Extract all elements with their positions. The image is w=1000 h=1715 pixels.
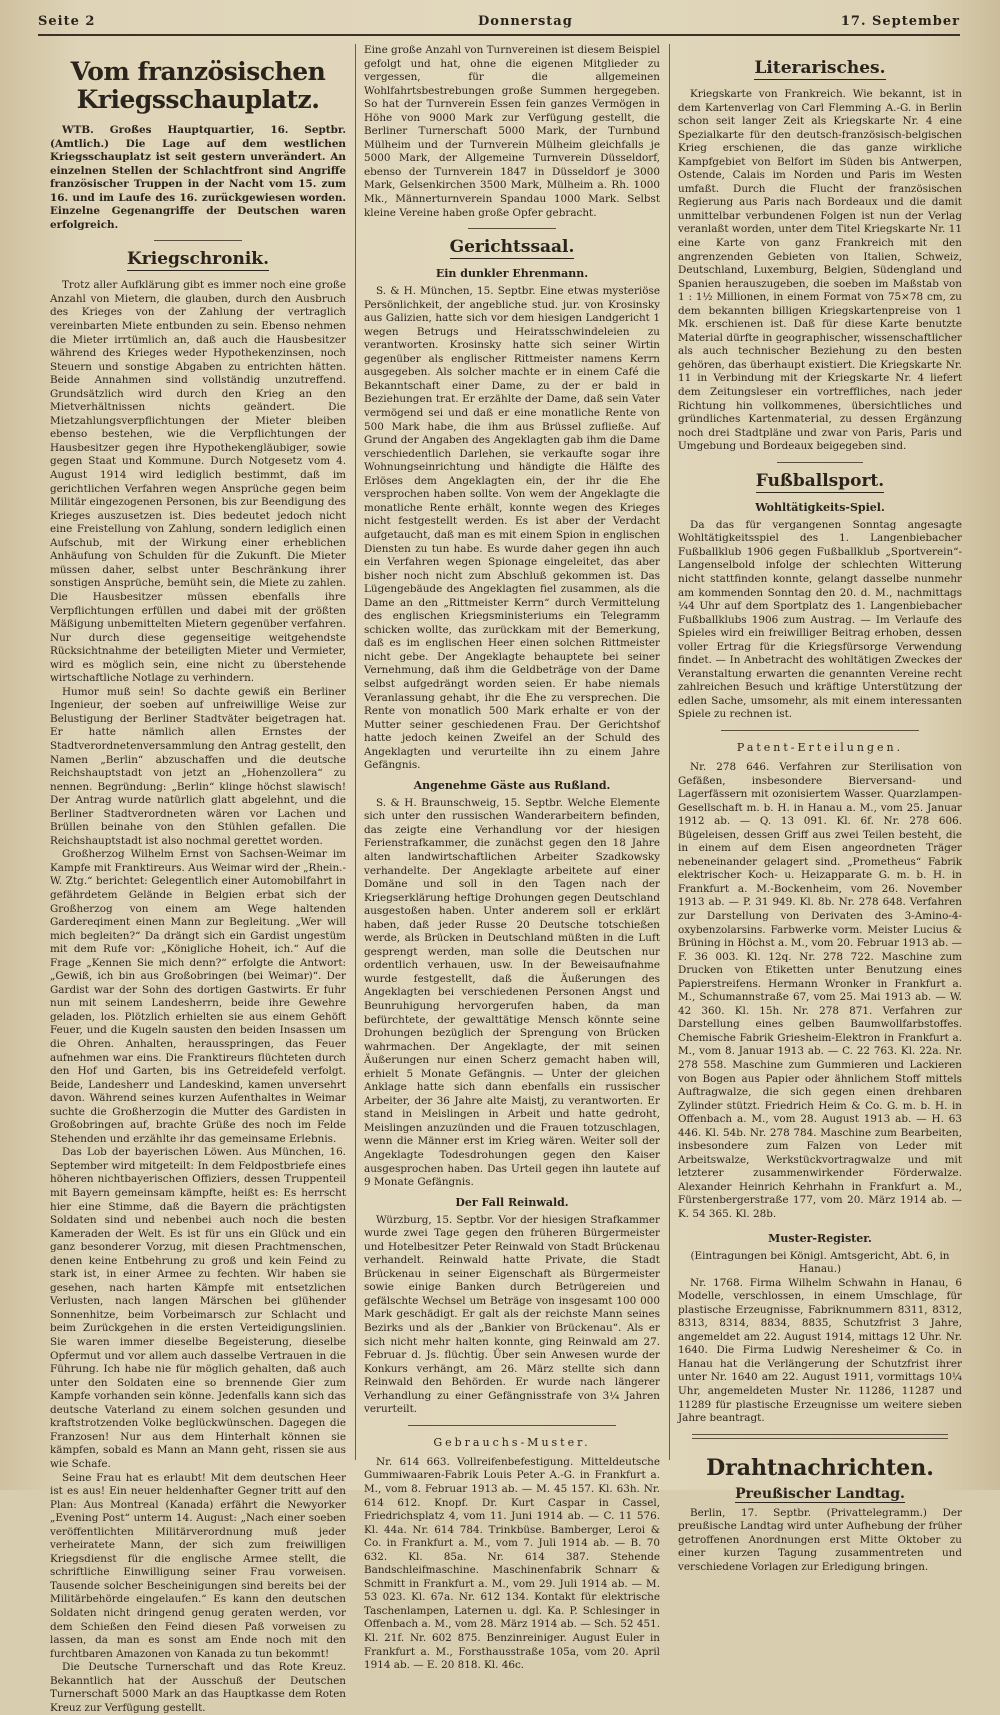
notice-patente: Nr. 278 646. Verfahren zur Sterilisation von Gefäßen, insbesondere Bierversand- und Lagerfässern mit ozonisiertem Wasser. Quarzlampen-Gesellschaft m. b. H. in Hanau a. M., vom 25. Januar 1912 ab. — Q. 13 091. Kl. 6f. Nr. 278 606. Bügeleisen, dessen Griff aus zwei Teilen besteht, die in einem auf dem Eisen angeordneten Träger nebeneinander gelagert sind. „Prometheus“ Fabrik elektrischer Koch- u. Heizapparate G. m. b. H. in Frankfurt a. M.-Bockenheim, vom 26. November 1913 ab. — P. 31 949. Kl. 8b. Nr. 278 648. Verfahren zur Darstellung von Derivaten des 3-Amino-4-oxybenzolarsins. Farbwerke vorm. Meister Lucius & Brüning in Höchst a. M., vom 20. Februar 1913 ab. — F. 36 003. Kl. 12q. Nr. 278 722. Maschine zum Drucken von Etiketten unter Benutzung eines Papierstreifens. Hermann Wronker in Frankfurt a. M., Schumannstraße 67, vom 25. Mai 1913 ab. — W. 42 360. Kl. 15h. Nr. 278 871. Verfahren zur Darstellung eines gelben Baumwollfarbstoffes. Chemische Fabrik Griesheim-Elektron in Frankfurt a. M., vom 8. Januar 1913 ab. — C. 22 763. Kl. 22a. Nr. 278 558. Maschine zum Gummieren und Lackieren von Bogen aus Papier oder ähnlichem Stoff mittels Auftragwalze, die sich gegen einen drehbaren Zylinder stützt. Friedrich Heim & Co. G. m. b. H. in Offenbach a. M., vom 28. August 1913 ab. — H. 63 446. Kl. 54b. Nr. 278 784. Maschine zum Bearbeiten, insbesondere zum Falzen von Leder mit Arbeitswalze, Werkstückvortragwalze und mit letzterer zusammenwirkender Förderwalze. Alexander Heinrich Kehrhahn in Frankfurt a. M., Fürstenbergerstraße 177, vom 20. März 1914 ab. — K. 54 365. Kl. 28b. — [678, 760, 962, 1221]
masthead — [38, 8, 960, 36]
notice-muster: Nr. 1768. Firma Wilhelm Schwahn in Hanau, 6 Modelle, verschlossen, in einem Umschlage, für plastische Erzeugnisse, Fabriknummern 8311, 8312, 8313, 8314, 8834, 8835, Schutzfrist 3 Jahre, angemeldet am 22. August 1914, mittags 12 Uhr. Nr. 1640. Die Firma Ludwig Neresheimer & Co. in Hanau hat die Verlängerung der Schutzfrist ihrer unter Nr. 1640 am 22. August 1911, vormittags 10¼ Uhr, angemeldeten Muster Nr. 11286, 11287 und 11289 für plastische Erzeugnisse um weitere sieben Jahre beantragt. — [678, 1276, 962, 1425]
section-title-fussball: Fußballsport. — [755, 470, 885, 491]
article-landtag: Berlin, 17. Septbr. (Privattelegramm.) Der preußische Landtag wird unter Aufhebung der früher getroffenen Anordnungen erst Mitte Oktober zu einer kurzen Tagung zusammentreten und verschiedene Vorlagen zur Erledigung bringen. — [678, 1506, 962, 1573]
column-right — [678, 44, 962, 1573]
subheading-landtag: Preußischer Landtag. — [735, 1485, 905, 1502]
notice-gebrauchsmuster: Nr. 614 663. Vollreifenbefestigung. Mitteldeutsche Gummiwaaren-Fabrik Louis Peter A.-G. in Frankfurt a. M., vom 8. Februar 1913 ab. — M. 45 157. Kl. 63h. Nr. 614 612. Knopf. Dr. Kurt Caspar in Cassel, Friedrichsplatz 4, vom 11. Juni 1914 ab. — C. 11 576. Kl. 44a. Nr. 614 784. Trinkbüse. Bamberger, Leroi & Co. in Frankfurt a. M., vom 7. Juli 1914 ab. — B. 70 632. Kl. 85a. Nr. 614 387. Stehende Bandschleifmaschine. Maschinenfabrik Schnarr & Schmitt in Frankfurt a. M., vom 29. Juli 1914 ab. — M. 53 023. Kl. 67a. Nr. 612 134. Kontakt für elektrische Taschenlampen, Laternen u. dgl. Ka. P. Schlesinger in Offenbach a. M., vom 28. März 1914 ab. — Sch. 52 451. Kl. 21f. Nr. 602 875. Benzinreiniger. August Euler in Frankfurt a. M., Forsthausstraße 105a, vom 20. April 1914 ab. — E. 20 818. Kl. 46c. — [364, 1455, 660, 1672]
divider — [154, 240, 243, 241]
section-title-gerichtssaal: Gerichtssaal. — [449, 237, 575, 258]
divider — [468, 228, 557, 229]
subheading: Wohltätigkeits-Spiel. — [755, 500, 885, 514]
divider — [721, 730, 920, 731]
main-headline: Vom französischen Kriegsschauplatz. — [70, 57, 326, 114]
notice-title-gebrauchsmuster: Gebrauchs-Muster. — [433, 1435, 591, 1449]
section-title-literarisches: Literarisches. — [754, 58, 886, 78]
article-turnerschaft: Die Deutsche Turnerschaft und das Rote Kreuz. Bekanntlich hat der Ausschuß der Deutschen Turnerschaft 5000 Mark an das Hauptkasse dem Roten Kreuz zur Verfügung gestellt. — [50, 1661, 346, 1714]
page-number: Seite 2 — [38, 14, 96, 29]
article-turnerschaft-cont: Eine große Anzahl von Turnvereinen ist diesem Beispiel gefolgt und hat, ohne die eigenen Mitglieder zu vergessen, für die allgemeinen Wohlfahrtsbestrebungen große Summen hergegeben. So hat der Turnverein Essen fein ganzes Vermögen in Höhe von 9000 Mark zur Verfügung gestellt, die Berliner Turnerschaft 5000 Mark, der Turnbund Mülheim und der Turnverein Mülheim gleichfalls je 5000 Mark, der Allgemeine Turnverein Düsseldorf, ebenso der Turnverein 1847 in Düsseldorf je 3000 Mark, Gelsenkirchen 3500 Mark, Mülheim a. Rh. 1000 Mk., Männerturnverein Spandau 1000 Mark. Selbst kleine Vereine haben große Opfer gebracht. — [364, 44, 660, 219]
article-russland: S. & H. Braunschweig, 15. Septbr. Welche Elemente sich unter den russischen Wanderarbeitern befinden, das zeigte eine Verhandlung vor der hiesigen Ferienstrafkammer, die zunächst gegen den 18 Jahre alten landwirtschaftlichen Arbeiter Szadkowsky verhandelte. Der Angeklagte arbeitete auf einer Domäne und soll in den Tagen nach der Kriegserklärung heftige Drohungen gegen Deutschland ausgestoßen haben. Unter anderem soll er erklärt haben, daß jeder Russe 20 Deutsche totschießen werde, als Brücken in Deutschland müßten in die Luft gesprengt werden, man solle die Deutschen nur ordentlich verhauen, usw. In der Beweisaufnahme wurde festgestellt, daß die Äußerungen des Angeklagten bei verschiedenen Personen Angst und Beunruhigung hervorgerufen haben, da man befürchtete, der gewalttätige Mensch könnte seine Drohungen bezüglich der Sprengung von Brücken wahrmachen. Der Angeklagte, der mit seinen Äußerungen nur einen Scherz gemacht haben will, erhielt 5 Monate Gefängnis. — Unter der gleichen Anklage hatte sich dann ebenfalls ein russischer Arbeiter, der 36 Jahre alte Maistj, zu verantworten. Er stand in Meislingen in Arbeit und hatte gedroht, Meislingen anzuzünden und die Frauen totzuschlagen, wenn die Männer erst im Krieg wären. Weiter soll der Angeklagte Todesdrohungen gegen den Kaiser ausgesprochen haben. Das Urteil gegen ihn lautete auf 9 Monate Gefängnis. — [364, 796, 660, 1189]
article-wohltaetigkeit: Da das für vergangenen Sonntag angesagte Wohltätigkeitsspiel des 1. Langenbiebacher Fußballklub 1906 gegen Fußballklub „Sportverein“-Langenselbold infolge der schlechten Witterung nicht stattfinden konnte, gelangt dasselbe nunmehr am kommenden Sonntag den 20. d. M., nachmittags ¼4 Uhr auf dem Sportplatz des 1. Langenbiebacher Fußballklubs 1906 zum Austrag. — Im Verlaufe des Spieles wird ein freiwilliger Beitrag erhoben, dessen voller Ertrag für die Kriegsfürsorge Verwendung findet. — In Anbetracht des wohltätigen Zweckes der Veranstaltung erwarten die genannten Vereine recht zahlreichen Besuch und kräftige Unterstützung der edlen Sache, umsomehr, als mit einem interessanten Spiele zu rechnen ist. — [678, 518, 962, 721]
article-kriegskarte: Kriegskarte von Frankreich. Wie bekannt, ist in dem Kartenverlag von Carl Flemming A.-G. in Berlin schon seit langer Zeit als Kriegskarte Nr. 4 eine Spezialkarte für den deutsch-französisch-belgischen Krieg erschienen, die das ganze wirkliche Kampfgebiet von Belfort im Süden bis Antwerpen, Ostende, Calais im Norden und Paris im Westen umfaßt. Durch die Flucht der französischen Regierung aus Paris nach Bordeaux und die damit unmittelbar verbundenen Folgen ist nun der Verlag veranlaßt worden, unter dem Titel Kriegskarte Nr. 11 eine Karte von ganz Frankreich mit den angrenzenden Gebieten von Italien, Schweiz, Deutschland, Luxemburg, Belgien, Südengland und Spanien herauszugeben, die soeben im Maßstab von 1 : 1½ Millionen, in einem Format von 75×78 cm, zu dem bekannten billigen Kriegskartenpreise von 1 Mk. erschienen ist. Daß für diese Karte benutzte Material dürfte in geographischer, wissenschaftlicher als auch technischer Beziehung zu den besten gehören, das überhaupt existiert. Die Kriegskarte Nr. 11 in Verbindung mit der Kriegskarte Nr. 4 liefert dem Zeitungsleser ein vortreffliches, nach jeder Richtung hin vollkommenes, übersichtliches und gründliches Kartenmaterial, zu dessen Ergänzung noch drei Stadtpläne und zwar von Paris, Paris und Umgebung und Bordeaux beigegeben sind. — [678, 88, 962, 453]
column-rule — [355, 44, 356, 1460]
column-middle — [364, 44, 660, 1672]
divider — [408, 1425, 615, 1426]
section-title-drahtnachrichten: Drahtnachrichten. — [706, 1454, 934, 1481]
column-rule — [669, 44, 670, 1460]
war-report-lead: WTB. Großes Hauptquartier, 16. Septbr. (Amtlich.) Die Lage auf dem westlichen Kriegsschauplatz ist seit gestern unverändert. An einzelnen Stellen der Schlachtfront sind Angriffe französischer Truppen in der Nacht vom 15. zum 16. und im Laufe des 16. zurückgewiesen worden. Einzelne Gegenangriffe der Deutschen waren erfolgreich. — [50, 124, 346, 231]
subheading: Der Fall Reinwald. — [455, 1195, 569, 1209]
subheading: Angenehme Gäste aus Rußland. — [413, 778, 611, 792]
article-canada: Seine Frau hat es erlaubt! Mit dem deutschen Heer ist es aus! Ein neuer heldenhafter Gegner tritt auf den Plan: Aus Montreal (Kanada) erfährt die Newyorker „Evening Post“ unterm 14. August: „Nach einer soeben veröffentlichten Militärverordnung muß jeder verheiratete Mann, der sich zum freiwilligen Kriegsdienst für die englische Armee stellt, die schriftliche Einwilligung seiner Frau vorweisen. Tausende solcher Bescheinigungen sind bereits bei der Militärbehörde eingelaufen.“ Es kann den deutschen Soldaten nicht dringend genug geraten werden, vor dem Schießen den Feind diesen Paß vorweisen zu lassen, da man es sonst am Ende noch mit den furchtbaren Amazonen von Kanada zu tun bekommt! — [50, 1471, 346, 1660]
divider — [692, 1434, 948, 1439]
article-reinwald: Würzburg, 15. Septbr. Vor der hiesigen Strafkammer wurde zwei Tage gegen den früheren Bürgermeister und Hotelbesitzer Peter Reinwald von Stadt Brückenau verhandelt. Reinwald hatte Private, die Stadt Brückenau in seiner Eigenschaft als Bürgermeister sowie einige Banken durch Betrügereien und gefälschte Wechsel um Beträge von insgesamt 100 000 Mark geschädigt. Er galt als der reichste Mann seines Bezirks und als der „Bankier von Brückenau“. Als er sich nicht mehr halten konnte, ging Reinwald am 27. Februar d. Js. flüchtig. Über sein Anwesen wurde der Konkurs verhängt, am 26. März stellte sich dann Reinwald den Behörden. Er wurde nach längerer Verhandlung zu einer Gefängnisstrafe von 3¼ Jahren verurteilt. — [364, 1213, 660, 1416]
article-ehrenmann: S. & H. München, 15. Septbr. Eine etwas mysteriöse Persönlichkeit, der angebliche stud. jur. von Krosinsky aus Galizien, hatte sich vor dem hiesigen Landgericht 1 wegen Betrugs und Heiratsschwindeleien zu verantworten. Krosinsky hatte sich seiner Wirtin gegenüber als englischer Rittmeister namens Kerrn ausgegeben. Als solcher machte er in einem Café die Bekanntschaft einer Dame, zu der er bald in Beziehungen trat. Er erzählte der Dame, daß sein Vater vermögend sei und daß er eine monatliche Rente von 500 Mark habe, die ihm aus Brüssel zufließe. Auf Grund der Angaben des Angeklagten gab ihm die Dame verschiedentlich Darlehen, sie verkaufte sogar ihre Wohnungseinrichtung und händigte die Hälfte des Erlöses dem Angeklagten ein, der ihr die Ehe versprochen haben sollte. Von wem der Angeklagte die monatliche Rente erhält, konnte wegen des Krieges nicht festgestellt werden. Es ist aber der Verdacht aufgetaucht, daß man es mit einem Spion in englischen Diensten zu tun habe. Es wurde daher gegen ihn auch ein Verfahren wegen Spionage eingeleitet, das aber bisher noch nicht zum Abschluß gekommen ist. Das Lügengebäude des Angeklagten fiel zusammen, als die Dame an den „Rittmeister Kerrn“ durch Vermittelung des englischen Kriegsministeriums ein Telegramm schicken wollte, das zurückkam mit der Bemerkung, daß es im englischen Heer einen solchen Rittmeister nicht gebe. Der Angeklagte behauptete bei seiner Vernehmung, daß ihm die Geldbeträge von der Dame selbst aufgedrängt worden seien. Er habe niemals Veranlassung gehabt, ihr die Ehe zu versprechen. Die Rente von monatlich 500 Mark erhalte er von der Mutter seiner geschiedenen Frau. Der Gerichtshof hatte jedoch keinen Zweifel an der Schuld des Angeklagten und verurteilte ihn zu einem Jahre Gefängnis. — [364, 285, 660, 772]
divider — [777, 462, 862, 463]
notice-title-patente: Patent-Erteilungen. — [736, 740, 904, 754]
weekday: Donnerstag — [478, 14, 573, 29]
column-left — [50, 44, 346, 1714]
article-grossherzog: Großherzog Wilhelm Ernst von Sachsen-Weimar im Kampfe mit Franktireurs. Aus Weimar wird der „Rhein.-W. Ztg.“ berichtet: Gelegentlich einer Automobilfahrt in gefährdetem Gelände in Belgien erbat sich der Großherzog von einem am Wege haltenden Gardereqiment einen Mann zur Begleitung. „Wer will mich begleiten?“ Da drängt sich ein Gardist ungestüm mit dem Rufe vor: „Königliche Hoheit, ich.“ Auf die Frage „Kennen Sie mich denn?“ erfolgte die Antwort: „Gewiß, ich bin aus Großobringen (bei Weimar)“. Der Gardist war der Sohn des dortigen Gastwirts. Er fuhr nun mit seinem Landesherrn, beide ihre Gewehre geladen, los. Plötzlich erhielten sie aus einem Gehöft Feuer, und die Kugeln sausten den beiden Insassen um die Ohren. Anhalten, herausspringen, das Feuer aufnehmen war eins. Die Franktireurs flüchteten durch den Hof und Garten, bis ins Getreidefeld verfolgt. Beide, Landesherr und Landeskind, kamen unversehrt davon. Während seines kurzen Aufenthaltes in Weimar suchte die Großherzogin die Mutter des Gardisten in Großobringen auf, brachte Grüße des noch im Felde Stehenden und erzählte ihr das gemeinsame Erlebnis. — [50, 848, 346, 1145]
article-humor: Humor muß sein! So dachte gewiß ein Berliner Ingenieur, der soeben auf unfreiwillige Weise zur Belustigung der Berliner Stadtväter beigetragen hat. Er hatte nämlich allen Ernstes der Stadtverordnetenversammlung den Antrag gestellt, den Namen „Berlin“ abzuschaffen und die deutsche Reichshauptstadt von jetzt an „Hohenzollera“ zu nennen. Begründung: „Berlin“ klinge höchst slawisch! Der Antrag wurde natürlich glatt abgelehnt, und die Berliner Stadtverordneten wären vor Lachen und Brüllen beinahe von den Stühlen gefallen. Die Reichshauptstadt ist also nochmal gerettet worden. — [50, 685, 346, 847]
article-bavarian-lions: Das Lob der bayerischen Löwen. Aus München, 16. September wird mitgeteilt: In dem Feldpostbriefe eines höheren nichtbayerischen Offiziers, dessen Truppenteil mit Bayern gemeinsam kämpfte, heißt es: Es herrscht hier eine Stimme, daß die Bayern die prächtigsten Soldaten sind und nebenbei auch noch die besten Kameraden der Welt. Es ist für uns ein Glück und ein ganz besonderer Vorzug, mit diesen Prachtmenschen, denen keine Entbehrung zu groß und kein Feind zu stark ist, in einer Armee zu fechten. Wir haben sie gesehen, nach harten Kämpfe mit entsetzlichen Verlusten, nach langen Märschen bei glühender Sonnenhitze, beim Vorbeimarsch zur Schlacht und beim Zurückgehen in die ersten Verteidigungslinien. Sie waren immer dieselbe Begeisterung, dieselbe Opfermut und vor allem auch dasselbe Vertrauen in die Führung. Ich habe nie für möglich gehalten, daß auch unter den Soldaten eine so brennende Gier zum Kampfe vorhanden sein könne. Jedenfalls kann sich das deutsche Vaterland zu einem solchen gesunden und kraftstrotzenden Volke beglückwünschen. Dagegen die Franzosen! Nur aus dem Hinterhalt können sie kämpfen, sobald es Mann an Mann geht, rissen sie aus wie Schafe. — [50, 1146, 346, 1470]
section-title-kriegschronik: Kriegschronik. — [127, 249, 269, 270]
notice-title-muster: Muster-Register. — [768, 1231, 872, 1245]
subheading: Ein dunkler Ehrenmann. — [435, 267, 589, 281]
issue-date: 17. September — [840, 14, 960, 29]
article-rent: Trotz aller Aufklärung gibt es immer noch eine große Anzahl von Mietern, die glauben, durch den Ausbruch des Krieges von der Zahlung der vertraglich vereinbarten Miete entbunden zu sein. Ebenso nehmen die Mieter irrtümlich an, daß auch die Hausbesitzer während des Krieges weder Hypothekenzinsen, noch Steuern und sonstige Abgaben zu entrichten hätten. Beide Annahmen sind vollständig unzutreffend. Grundsätzlich wird durch den Krieg an den Mietverhältnissen nichts geändert. Die Mietzahlungsverpflichtungen der Mieter bleiben ebenso bestehen, wie die Verpflichtungen der Hausbesitzer gegen ihre Hypothekengläubiger, sowie gegen Staat und Kommune. Durch Notgesetz vom 4. August 1914 wird lediglich bestimmt, daß im gerichtlichen Verfahren wegen Ansprüche gegen beim Militär eingezogenen Personen, bis zur Beendigung des Krieges auszusetzen ist. Dies bedeutet jedoch nicht eine Freistellung von Zahlung, sondern lediglich einen Aufschub, mit der Wirkung einer erheblichen Anhäufung von Schulden für die Zukunft. Die Mieter müssen daher, selbst unter Beschränkung ihrer sonstigen Ansprüche, bemüht sein, die Miete zu zahlen. Die Hausbesitzer müssen ebenfalls ihre Verpflichtungen erfüllen und dabei mit der größten Mäßigung unbemittelten Mietern gegenüber verfahren. Nur durch diese gegenseitige weitgehendste Rücksichtnahme der beteiligten Mieter und Vermieter, wird es möglich sein, eine nicht zu überstehende wirtschaftliche Notlage zu verhindern. — [50, 279, 346, 685]
notice-muster-sub: (Eintragungen bei Königl. Amtsgericht, Abt. 6, in Hanau.) — [690, 1249, 950, 1276]
